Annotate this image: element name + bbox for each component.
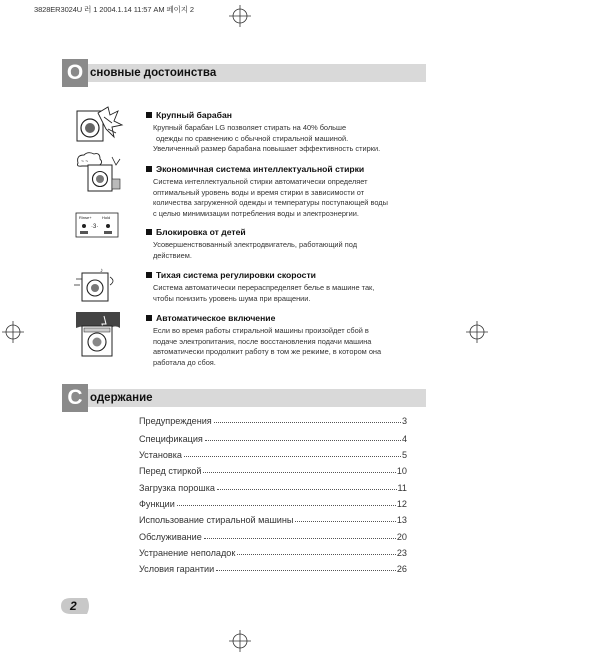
svg-text:Rinse+: Rinse+ (79, 215, 92, 220)
feature-title: Блокировка от детей (156, 227, 246, 237)
section-badge: С (62, 384, 88, 412)
toc-item[interactable]: Установка 5 (139, 450, 407, 460)
feature-fuzzy-logic (146, 164, 431, 219)
page-number (61, 598, 91, 614)
feature-text: Система интеллектуальной стирки автоматически определяет (153, 177, 368, 186)
registration-mark-right (466, 321, 488, 343)
registration-mark-left (2, 321, 24, 343)
feature-child-lock (146, 227, 431, 261)
toc-item[interactable]: Использование стиральной машины 13 (139, 515, 407, 525)
registration-mark-top (229, 5, 251, 27)
bullet-square-icon (146, 315, 152, 321)
feature-title: Тихая система регулировки скорости (156, 270, 316, 280)
feature-text: Система автоматически перераспределяет белье в машине так, (153, 283, 375, 292)
toc-item[interactable]: Перед стиркой 10 (139, 466, 407, 476)
bullet-square-icon (146, 112, 152, 118)
toc-item[interactable]: Функции 12 (139, 499, 407, 509)
auto-restart-icon (74, 308, 124, 363)
feature-text: Усовершенствованный электродвигатель, работающий под (153, 240, 358, 249)
feature-text: работала до сбоя. (153, 357, 216, 367)
svg-text:♪: ♪ (100, 268, 103, 274)
toc-item[interactable]: Спецификация 4 (139, 434, 407, 444)
print-header: 3828ER3024U 러 1 2004.1.14 11:57 AM 페이지 2 (34, 5, 194, 14)
svg-text:~ ~: ~ ~ (81, 159, 89, 165)
feature-text: одежды по сравнению с обычной стиральной машиной. (156, 133, 349, 143)
toc-item[interactable]: Предупреждения 3 (139, 416, 407, 426)
feature-text: Если во время работы стиральной машины произойдет сбой в (153, 326, 369, 335)
fuzzy-logic-icon (74, 151, 124, 198)
toc-item[interactable]: Обслуживание 20 (139, 532, 407, 542)
feature-text: Крупный барабан LG позволяет стирать на 40% больше (153, 123, 347, 132)
feature-title: Автоматическое включение (156, 313, 276, 323)
bullet-square-icon (146, 272, 152, 278)
section-header-features (62, 61, 426, 84)
feature-text: действием. (153, 250, 192, 260)
large-drum-icon (74, 105, 124, 150)
feature-text: с целью минимизации потребления воды и электроэнергии. (153, 208, 359, 218)
page-number-text: 2 (70, 599, 77, 613)
toc-item[interactable]: Устранение неполадок 23 (139, 548, 407, 558)
feature-text: автоматически продолжит работу в том же режиме, в котором она (153, 347, 382, 357)
feature-text: подаче электропитания, после восстановления подачи машина (153, 336, 372, 346)
feature-quiet-speed (146, 270, 431, 304)
toc-item[interactable]: Загрузка порошка 11 (139, 483, 407, 493)
svg-text:·3·: ·3· (91, 224, 99, 230)
toc-item[interactable]: Условия гарантии 26 (139, 564, 407, 574)
bullet-square-icon (146, 229, 152, 235)
feature-large-drum (146, 110, 431, 155)
quiet-speed-icon (74, 265, 124, 308)
bullet-square-icon (146, 166, 152, 172)
svg-text:Hold: Hold (102, 215, 111, 220)
section-title: одержание (90, 392, 153, 404)
section-title: сновные достоинства (90, 67, 217, 79)
section-header-contents (62, 386, 426, 409)
feature-auto-restart (146, 313, 431, 368)
feature-text: количества загруженной одежды и температуры поступающей воды (153, 198, 388, 208)
feature-text: оптимальный уровень воды и время стирки в зависимости от (153, 187, 365, 197)
feature-title: Крупный барабан (156, 110, 232, 120)
feature-text: Увеличенный размер барабана повышает эффективность стирки. (153, 144, 381, 154)
feature-text: чтобы понизить уровень шума при вращении. (153, 293, 311, 303)
section-badge: О (62, 59, 88, 87)
child-lock-icon (74, 211, 124, 246)
registration-mark-bottom (229, 630, 251, 652)
feature-title: Экономичная система интеллектуальной стирки (156, 164, 365, 174)
